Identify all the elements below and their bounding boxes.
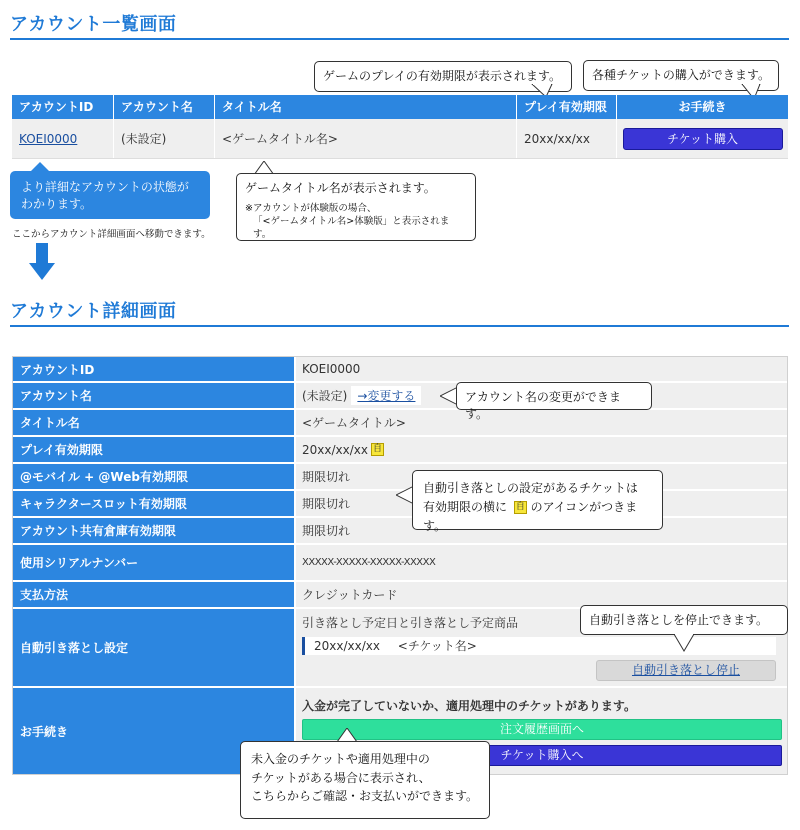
label-account-name: アカウント名 (13, 383, 296, 408)
auto-icon-callout-line2b: のアイコンがつきます。 (423, 500, 638, 534)
stop-callout-text: 自動引き落としを停止できます。 (589, 613, 769, 627)
value-title: <ゲームタイトル> (296, 410, 787, 435)
header-procedure: お手続き (678, 100, 727, 114)
value-mobile-web: 期限切れ (296, 464, 787, 489)
pending-warning: 入金が完了していないか、適用処理中のチケットがあります。 (302, 698, 636, 713)
pending-callout-line1: 未入金のチケットや適用処理中の (251, 752, 430, 766)
auto-debit-schedule (302, 637, 776, 655)
label-shared-storage: アカウント共有倉庫有効期限 (13, 518, 296, 543)
detail-callout-text: より詳細なアカウントの状態がわかります。 (21, 180, 189, 212)
change-name-link[interactable]: →変更する (351, 386, 421, 405)
label-account-id: アカウントID (13, 357, 296, 381)
value-play-expiry: 20xx/xx/xx (302, 442, 368, 457)
account-list-header (12, 95, 788, 119)
header-account-name: アカウント名 (114, 95, 215, 119)
auto-debit-legend-icon: 自 (515, 502, 525, 513)
buy-ticket-wide-button[interactable]: チケット購入へ (302, 745, 782, 766)
label-play-expiry: プレイ有効期限 (13, 437, 296, 462)
account-detail-table (12, 356, 788, 775)
procedure-cell (617, 119, 788, 158)
value-shared-storage: 期限切れ (296, 518, 787, 543)
detail-row-play-expiry (13, 437, 787, 464)
account-id-cell (12, 119, 114, 158)
title-callout (236, 173, 476, 241)
auto-icon-callout (412, 470, 663, 534)
auto-debit-actions (302, 660, 776, 681)
detail-title-rule (10, 325, 789, 327)
detail-move-note: ここからアカウント詳細画面へ移動できます。 (12, 229, 211, 240)
list-title-rule (10, 38, 789, 40)
list-screen-title: アカウント一覧画面 (10, 14, 177, 35)
detail-row-account-id (13, 357, 787, 383)
pending-callout-line3: こちらからご確認・お支払いができます。 (251, 789, 479, 804)
pending-callout-tail (335, 728, 359, 742)
account-list-table (12, 95, 788, 159)
value-serial: XXXXX-XXXXX-XXXXX-XXXXX (296, 545, 787, 580)
header-title: タイトル名 (215, 95, 517, 119)
value-account-id: KOEI0000 (296, 357, 787, 381)
value-account-name: (未設定) (302, 389, 348, 403)
account-name-cell: (未設定) (114, 119, 215, 158)
auto-icon-callout-line2 (423, 498, 652, 536)
schedule-item: <チケット名> (397, 639, 477, 653)
title-callout-small-1: ※アカウントが体験版の場合、 (245, 203, 377, 215)
account-id-link[interactable]: KOEI0000 (19, 132, 78, 146)
name-change-callout-text: アカウント名の変更ができます。 (465, 390, 621, 422)
pending-callout (240, 741, 490, 819)
arrow-down-icon (29, 243, 55, 281)
label-payment: 支払方法 (13, 582, 296, 607)
detail-row-shared-storage (13, 518, 787, 545)
label-char-slot: キャラクタースロット有効期限 (13, 491, 296, 516)
stop-callout (580, 605, 788, 635)
value-char-slot: 期限切れ (296, 491, 787, 516)
title-cell: <ゲームタイトル名> (215, 119, 517, 158)
auto-debit-icon: 自 (372, 444, 382, 454)
label-procedure: お手続き (13, 688, 296, 774)
label-serial: 使用シリアルナンバー (13, 545, 296, 580)
schedule-date: 20xx/xx/xx (314, 639, 380, 653)
label-mobile-web: @モバイル + @Web有効期限 (13, 464, 296, 489)
header-play-expiry: プレイ有効期限 (517, 95, 617, 119)
header-account-id: アカウントID (12, 95, 114, 119)
label-auto-debit: 自動引き落とし設定 (13, 609, 296, 686)
detail-screen-title: アカウント詳細画面 (10, 301, 177, 322)
stop-callout-tail (672, 634, 696, 652)
order-history-button[interactable]: 注文履歴画面へ (302, 719, 782, 740)
label-title: タイトル名 (13, 410, 296, 435)
detail-callout (10, 171, 210, 219)
stop-auto-debit-button[interactable]: 自動引き落とし停止 (596, 660, 776, 681)
expiry-callout-text: ゲームのプレイの有効期限が表示されます。 (323, 69, 561, 83)
table-row (12, 119, 788, 159)
value-payment: クレジットカード (296, 582, 787, 607)
auto-debit-heading: 引き落とし予定日と引き落とし予定商品 (302, 616, 519, 630)
detail-row-serial (13, 545, 787, 582)
title-callout-small-2: 「<ゲームタイトル名>体験版」と表示されます。 (253, 216, 450, 241)
ticket-callout-text: 各種チケットの購入ができます。 (592, 68, 770, 82)
detail-row-account-name (13, 383, 787, 410)
expiry-cell: 20xx/xx/xx (517, 119, 617, 158)
name-change-callout (456, 382, 652, 422)
title-callout-text: ゲームタイトル名が表示されます。 (245, 181, 436, 195)
auto-icon-callout-line2a: 有効期限の横に (423, 500, 508, 515)
buy-ticket-button[interactable]: チケット購入 (623, 128, 783, 150)
detail-row-title (13, 410, 787, 437)
auto-icon-callout-line1: 自動引き落としの設定があるチケットは (423, 481, 638, 495)
value-play-expiry-cell (296, 437, 787, 462)
pending-callout-line2: チケットがある場合に表示され、 (251, 770, 431, 785)
